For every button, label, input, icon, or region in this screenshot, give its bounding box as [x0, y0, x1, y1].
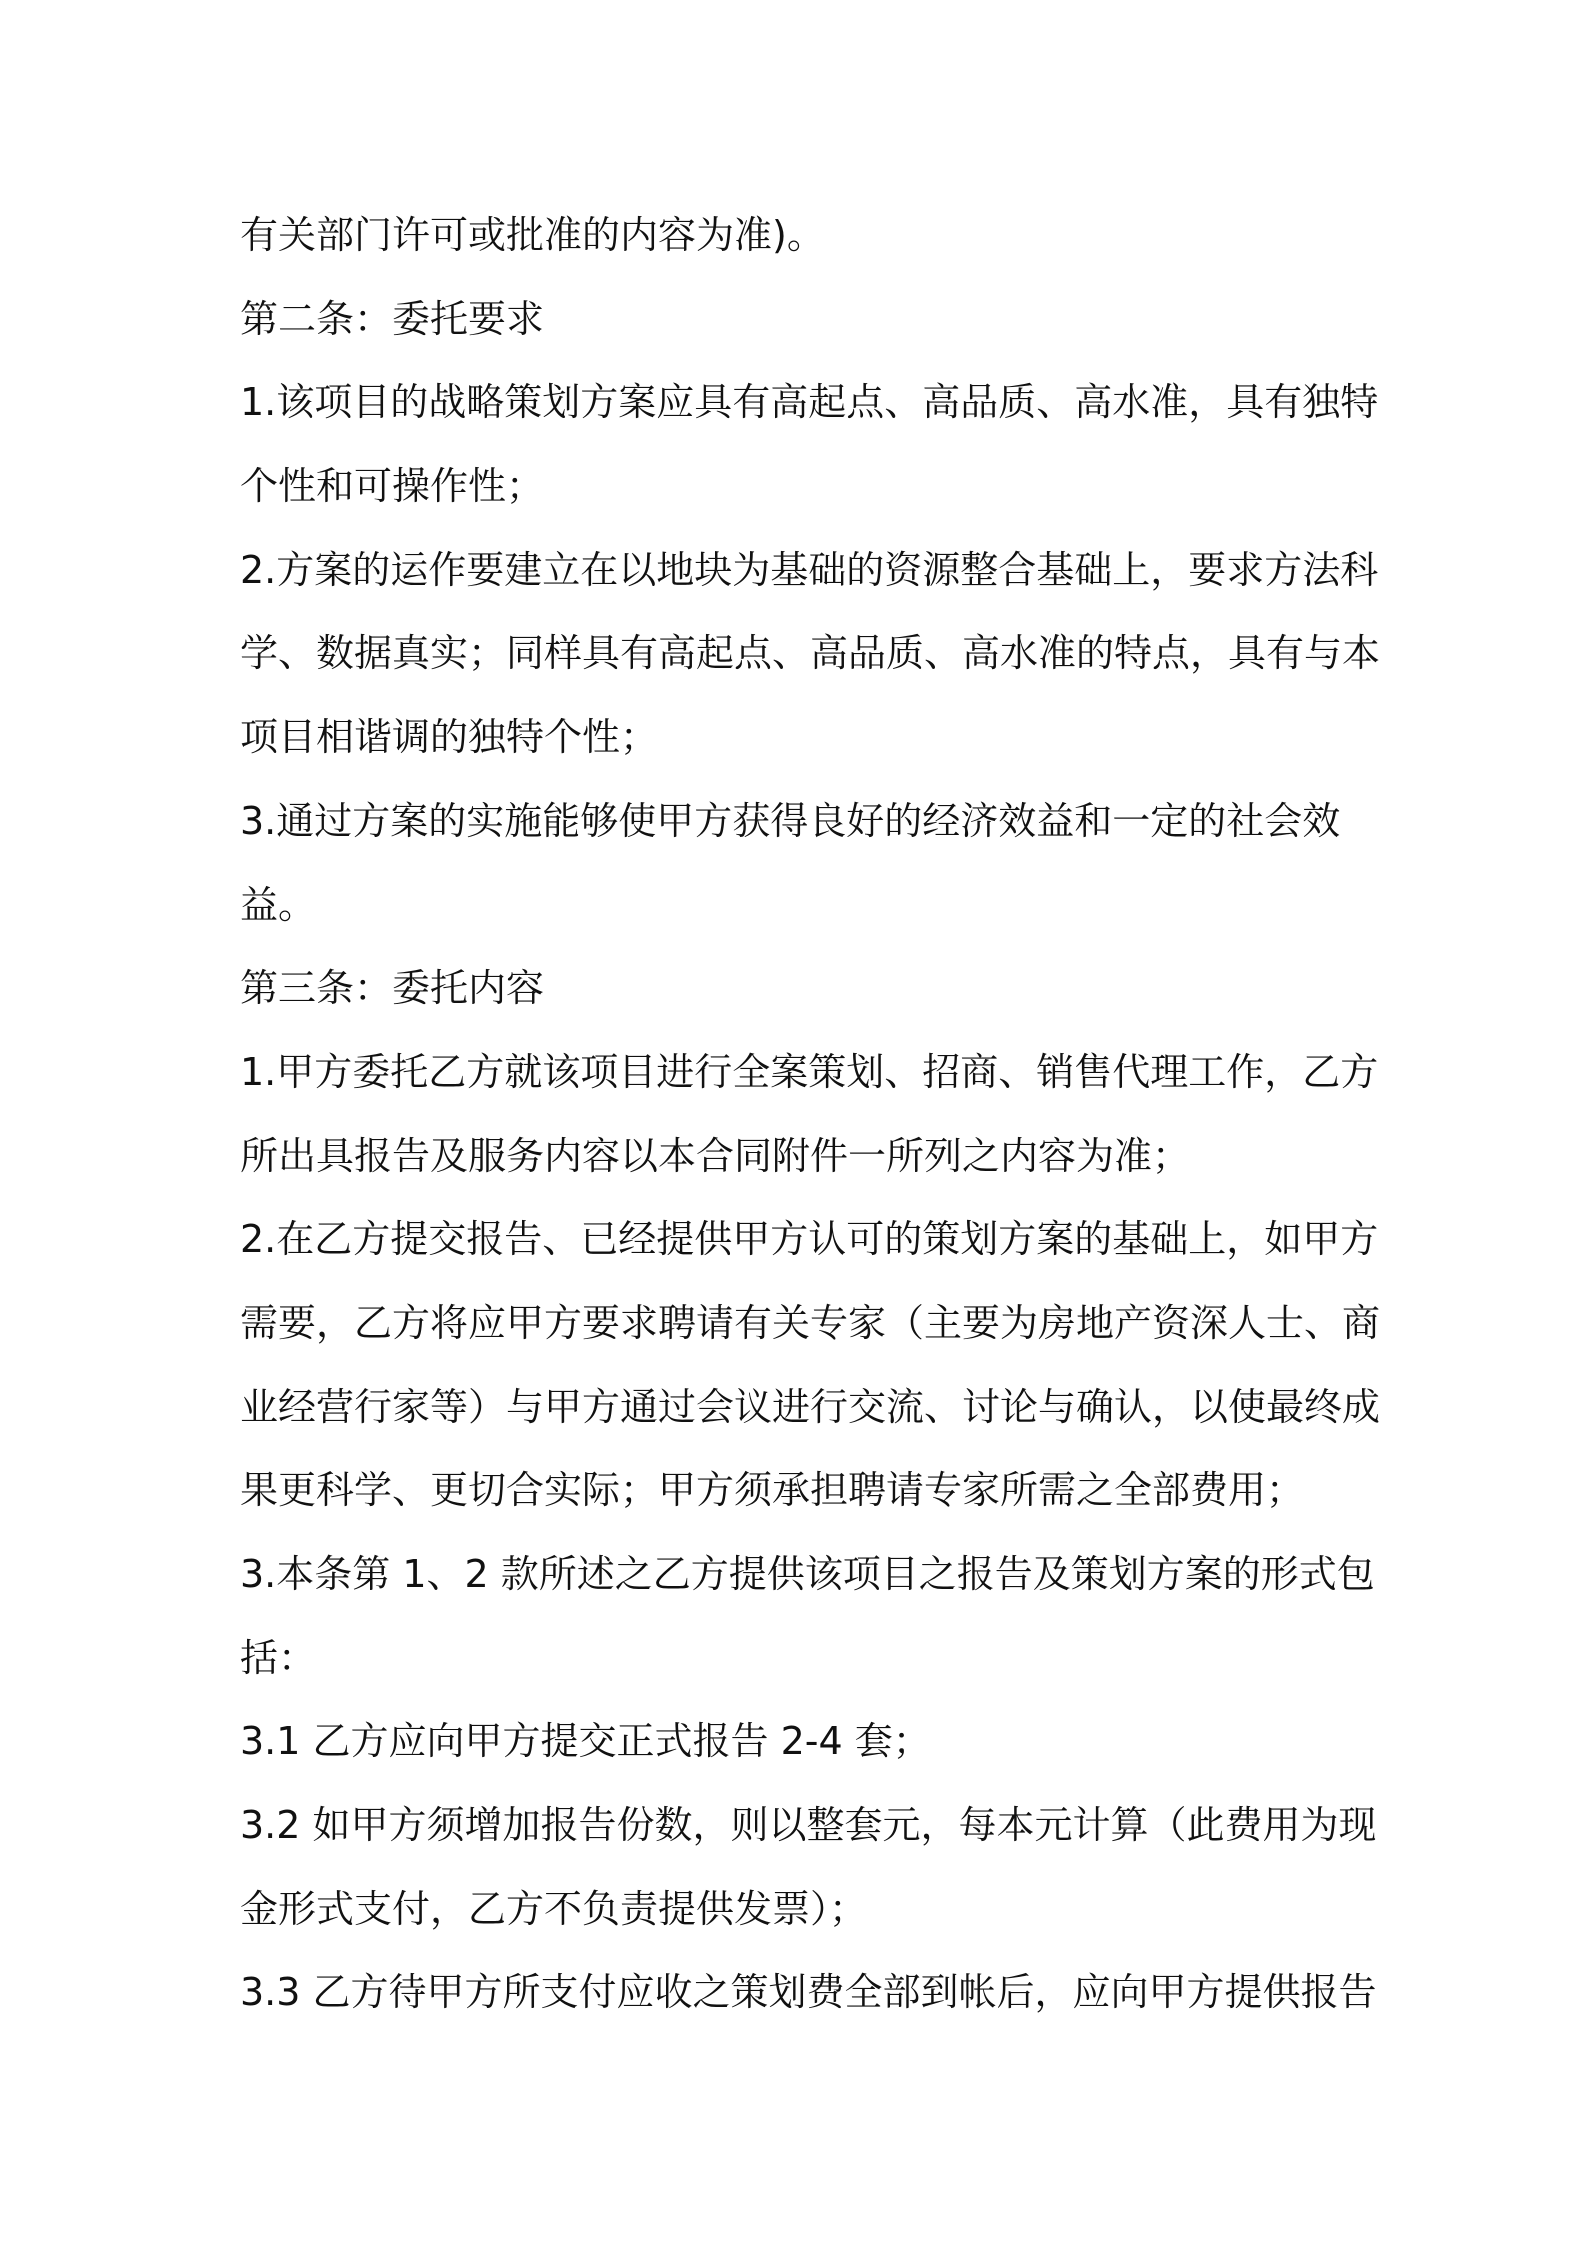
text-line: 果更科学、更切合实际；甲方须承担聘请专家所需之全部费用；	[240, 1468, 1305, 1513]
text-line: 3.2 如甲方须增加报告份数，则以整套元，每本元计算（此费用为现	[240, 1803, 1377, 1848]
section-heading: 第三条：委托内容	[240, 966, 545, 1011]
text-line: 1.该项目的战略策划方案应具有高起点、高品质、高水准，具有独特	[240, 380, 1379, 425]
text-line: 有关部门许可或批准的内容为准)。	[240, 213, 825, 257]
text-line: 个性和可操作性；	[240, 464, 545, 509]
text-line: 3.本条第 1、2 款所述之乙方提供该项目之报告及策划方案的形式包	[240, 1552, 1375, 1596]
text-line: 3.1 乙方应向甲方提交正式报告 2-4 套；	[240, 1719, 931, 1764]
text-line: 金形式支付，乙方不负责提供发票）；	[240, 1886, 868, 1931]
text-line: 3.通过方案的实施能够使甲方获得良好的经济效益和一定的社会效	[240, 798, 1341, 843]
text-line: 2.在乙方提交报告、已经提供甲方认可的策划方案的基础上，如甲方	[240, 1217, 1379, 1262]
text-line: 3.3 乙方待甲方所支付应收之策划费全部到帐后，应向甲方提供报告	[240, 1970, 1377, 2015]
document-body	[240, 194, 1381, 2035]
text-line: 需要，乙方将应甲方要求聘请有关专家（主要为房地产资深人士、商	[240, 1300, 1381, 1345]
text-line: 项目相谐调的独特个性；	[240, 715, 659, 760]
text-line: 所出具报告及服务内容以本合同附件一所列之内容为准；	[240, 1133, 1191, 1178]
text-line: 括：	[240, 1635, 317, 1680]
text-line: 2.方案的运作要建立在以地块为基础的资源整合基础上，要求方法科	[240, 547, 1379, 592]
text-line: 业经营行家等）与甲方通过会议进行交流、讨论与确认，以使最终成	[240, 1384, 1381, 1429]
text-line: 学、数据真实；同样具有高起点、高品质、高水准的特点，具有与本	[240, 631, 1381, 676]
text-line: 1.甲方委托乙方就该项目进行全案策划、招商、销售代理工作，乙方	[240, 1049, 1379, 1094]
text-line: 益。	[240, 882, 317, 927]
section-heading: 第二条：委托要求	[240, 296, 545, 341]
